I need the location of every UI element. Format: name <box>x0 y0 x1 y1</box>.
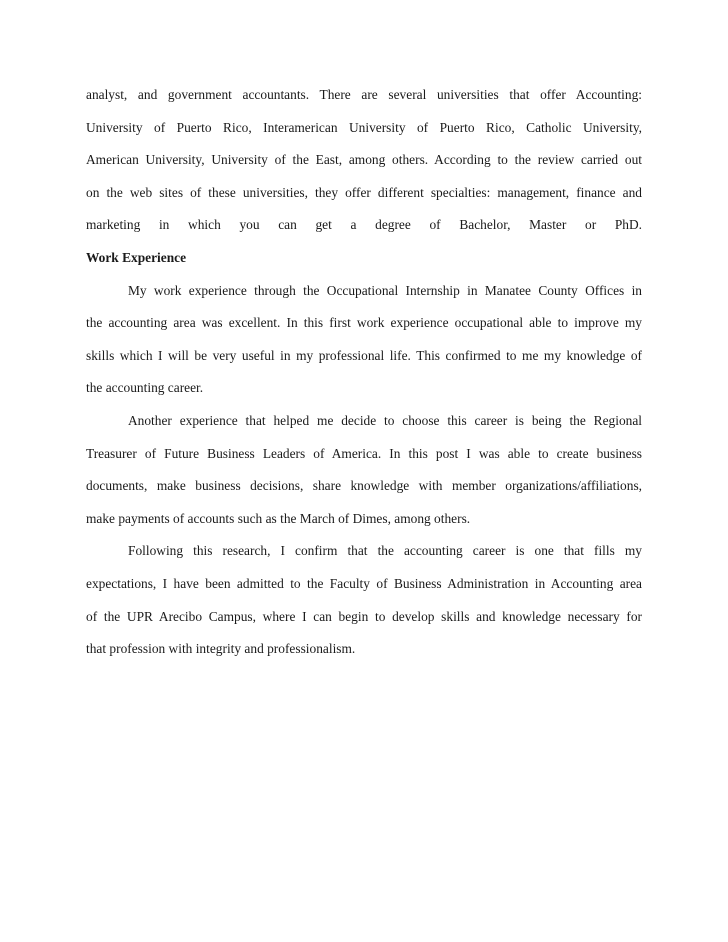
text-line: on the web sites of these universities, they offer different specialties: management, finance and <box>86 184 642 200</box>
paragraph-first-line: Another experience that helped me decide to choose this career is being the Regional <box>128 412 642 428</box>
paragraph-last-line: the accounting career. <box>86 380 204 396</box>
paragraph-first-line: Following this research, I confirm that the accounting career is one that fills my <box>128 543 642 559</box>
paragraph-last-line: that profession with integrity and professionalism. <box>86 641 356 657</box>
text-line: skills which I will be very useful in my professional life. This confirmed to me my knowledge of <box>86 347 642 363</box>
paragraph-last-line: make payments of accounts such as the March of Dimes, among others. <box>86 510 471 526</box>
text-line: the accounting area was excellent. In this first work experience occupational able to improve my <box>86 315 642 331</box>
text-line: University of Puerto Rico, Interamerican University of Puerto Rico, Catholic University, <box>86 119 642 135</box>
paragraph-first-line: My work experience through the Occupational Internship in Manatee County Offices in <box>128 282 642 298</box>
text-line: American University, University of the East, among others. According to the review carried out <box>86 152 642 168</box>
text-line: documents, make business decisions, share knowledge with member organizations/affiliations, <box>86 478 642 494</box>
text-line: analyst, and government accountants. There are several universities that offer Accounting: <box>86 87 642 102</box>
text-line: of the UPR Arecibo Campus, where I can begin to develop skills and knowledge necessary for <box>86 608 642 624</box>
text-line: marketing in which you can get a degree of Bachelor, Master or PhD. <box>86 217 642 233</box>
text-line: expectations, I have been admitted to the Faculty of Business Administration in Accounting area <box>86 575 642 591</box>
document-body <box>86 84 642 671</box>
text-line: Treasurer of Future Business Leaders of America. In this post I was able to create business <box>86 445 642 461</box>
section-heading: Work Experience <box>86 249 187 265</box>
